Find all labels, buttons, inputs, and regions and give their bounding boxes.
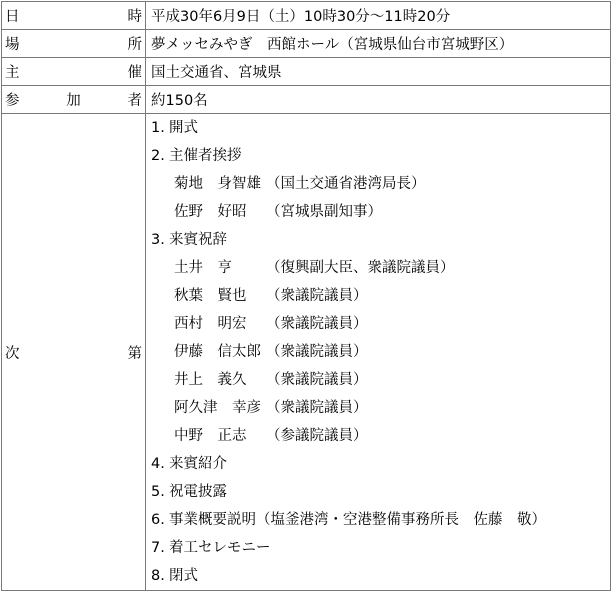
speaker-name: 菊地 身智雄: [174, 176, 261, 192]
program-speaker: [151, 282, 610, 310]
label-char: 次: [5, 345, 20, 362]
program-speaker: [151, 170, 610, 198]
speaker-role: （国土交通省港湾局長）: [266, 176, 426, 192]
place-value: 夢メッセみやぎ 西館ホール（宮城県仙台市宮城野区）: [146, 30, 611, 58]
item-number: 3.: [151, 232, 165, 248]
place-label: [2, 30, 146, 58]
speaker-name: 土井 亨: [174, 260, 232, 276]
program-item: [151, 114, 610, 142]
item-text: 開式: [169, 120, 198, 136]
item-text: 祝電披露: [169, 484, 227, 500]
organizer-row: [2, 58, 611, 86]
item-text: 主催者挨拶: [169, 148, 242, 164]
speaker-role: （衆議院議員）: [266, 372, 368, 388]
program-item: [151, 142, 610, 170]
program-item: [151, 562, 610, 590]
speaker-role: （衆議院議員）: [266, 400, 368, 416]
organizer-value: 国土交通省、宮城県: [146, 58, 611, 86]
program-speaker: [151, 338, 610, 366]
label-char: 所: [127, 37, 142, 53]
speaker-role: （衆議院議員）: [266, 316, 368, 332]
program-label: [2, 114, 146, 591]
date-value: 平成30年6月9日（土）10時30分～11時20分: [146, 2, 611, 30]
label-char: 日: [5, 9, 20, 25]
label-char: 第: [127, 345, 142, 362]
speaker-role: （衆議院議員）: [266, 344, 368, 360]
item-number: 1.: [151, 120, 165, 136]
program-speaker: [151, 422, 610, 450]
speaker-name: 伊藤 信太郎: [174, 344, 261, 360]
program-speaker: [151, 198, 610, 226]
attendees-row: [2, 86, 611, 114]
label-char: 加: [66, 93, 81, 109]
speaker-name: 阿久津 幸彦: [174, 400, 261, 416]
label-char: 者: [127, 93, 142, 109]
speaker-name: 西村 明宏: [174, 316, 247, 332]
label-char: 催: [127, 65, 142, 81]
program-speaker: [151, 366, 610, 394]
item-number: 2.: [151, 148, 165, 164]
program-item: [151, 226, 610, 254]
program-speaker: [151, 394, 610, 422]
item-number: 6.: [151, 512, 165, 528]
program-item: [151, 450, 610, 478]
item-number: 4.: [151, 456, 165, 472]
program-item: [151, 534, 610, 562]
speaker-name: 中野 正志: [174, 428, 247, 444]
program-speaker: [151, 254, 610, 282]
label-char: 場: [5, 37, 20, 53]
ceremony-outline-table: [1, 1, 611, 593]
program-item: [151, 506, 610, 534]
item-number: 5.: [151, 484, 165, 500]
place-row: [2, 30, 611, 58]
program-item: [151, 478, 610, 506]
speaker-name: 秋葉 賢也: [174, 288, 247, 304]
label-char: 時: [127, 9, 142, 25]
program-list: [146, 114, 611, 591]
speaker-role: （衆議院議員）: [266, 288, 368, 304]
attendees-value: 約150名: [146, 86, 611, 114]
program-row: [2, 114, 611, 591]
item-text: 来賓祝辞: [169, 232, 227, 248]
item-number: 8.: [151, 568, 165, 584]
item-text: 事業概要説明（塩釜港湾・空港整備事務所長 佐藤 敬）: [169, 512, 546, 528]
item-number: 7.: [151, 540, 165, 556]
speaker-name: 佐野 好昭: [174, 204, 247, 220]
info-table: [1, 1, 611, 591]
item-text: 着工セレモニー: [169, 540, 271, 556]
attendees-label: [2, 86, 146, 114]
speaker-role: （宮城県副知事）: [266, 204, 382, 220]
label-char: 参: [5, 93, 20, 109]
organizer-label: [2, 58, 146, 86]
date-label: [2, 2, 146, 30]
program-speaker: [151, 310, 610, 338]
item-text: 閉式: [169, 568, 198, 584]
speaker-role: （参議院議員）: [266, 428, 368, 444]
date-row: [2, 2, 611, 30]
speaker-role: （復興副大臣、衆議院議員）: [266, 260, 455, 276]
item-text: 来賓紹介: [169, 456, 227, 472]
label-char: 主: [5, 65, 20, 81]
speaker-name: 井上 義久: [174, 372, 247, 388]
